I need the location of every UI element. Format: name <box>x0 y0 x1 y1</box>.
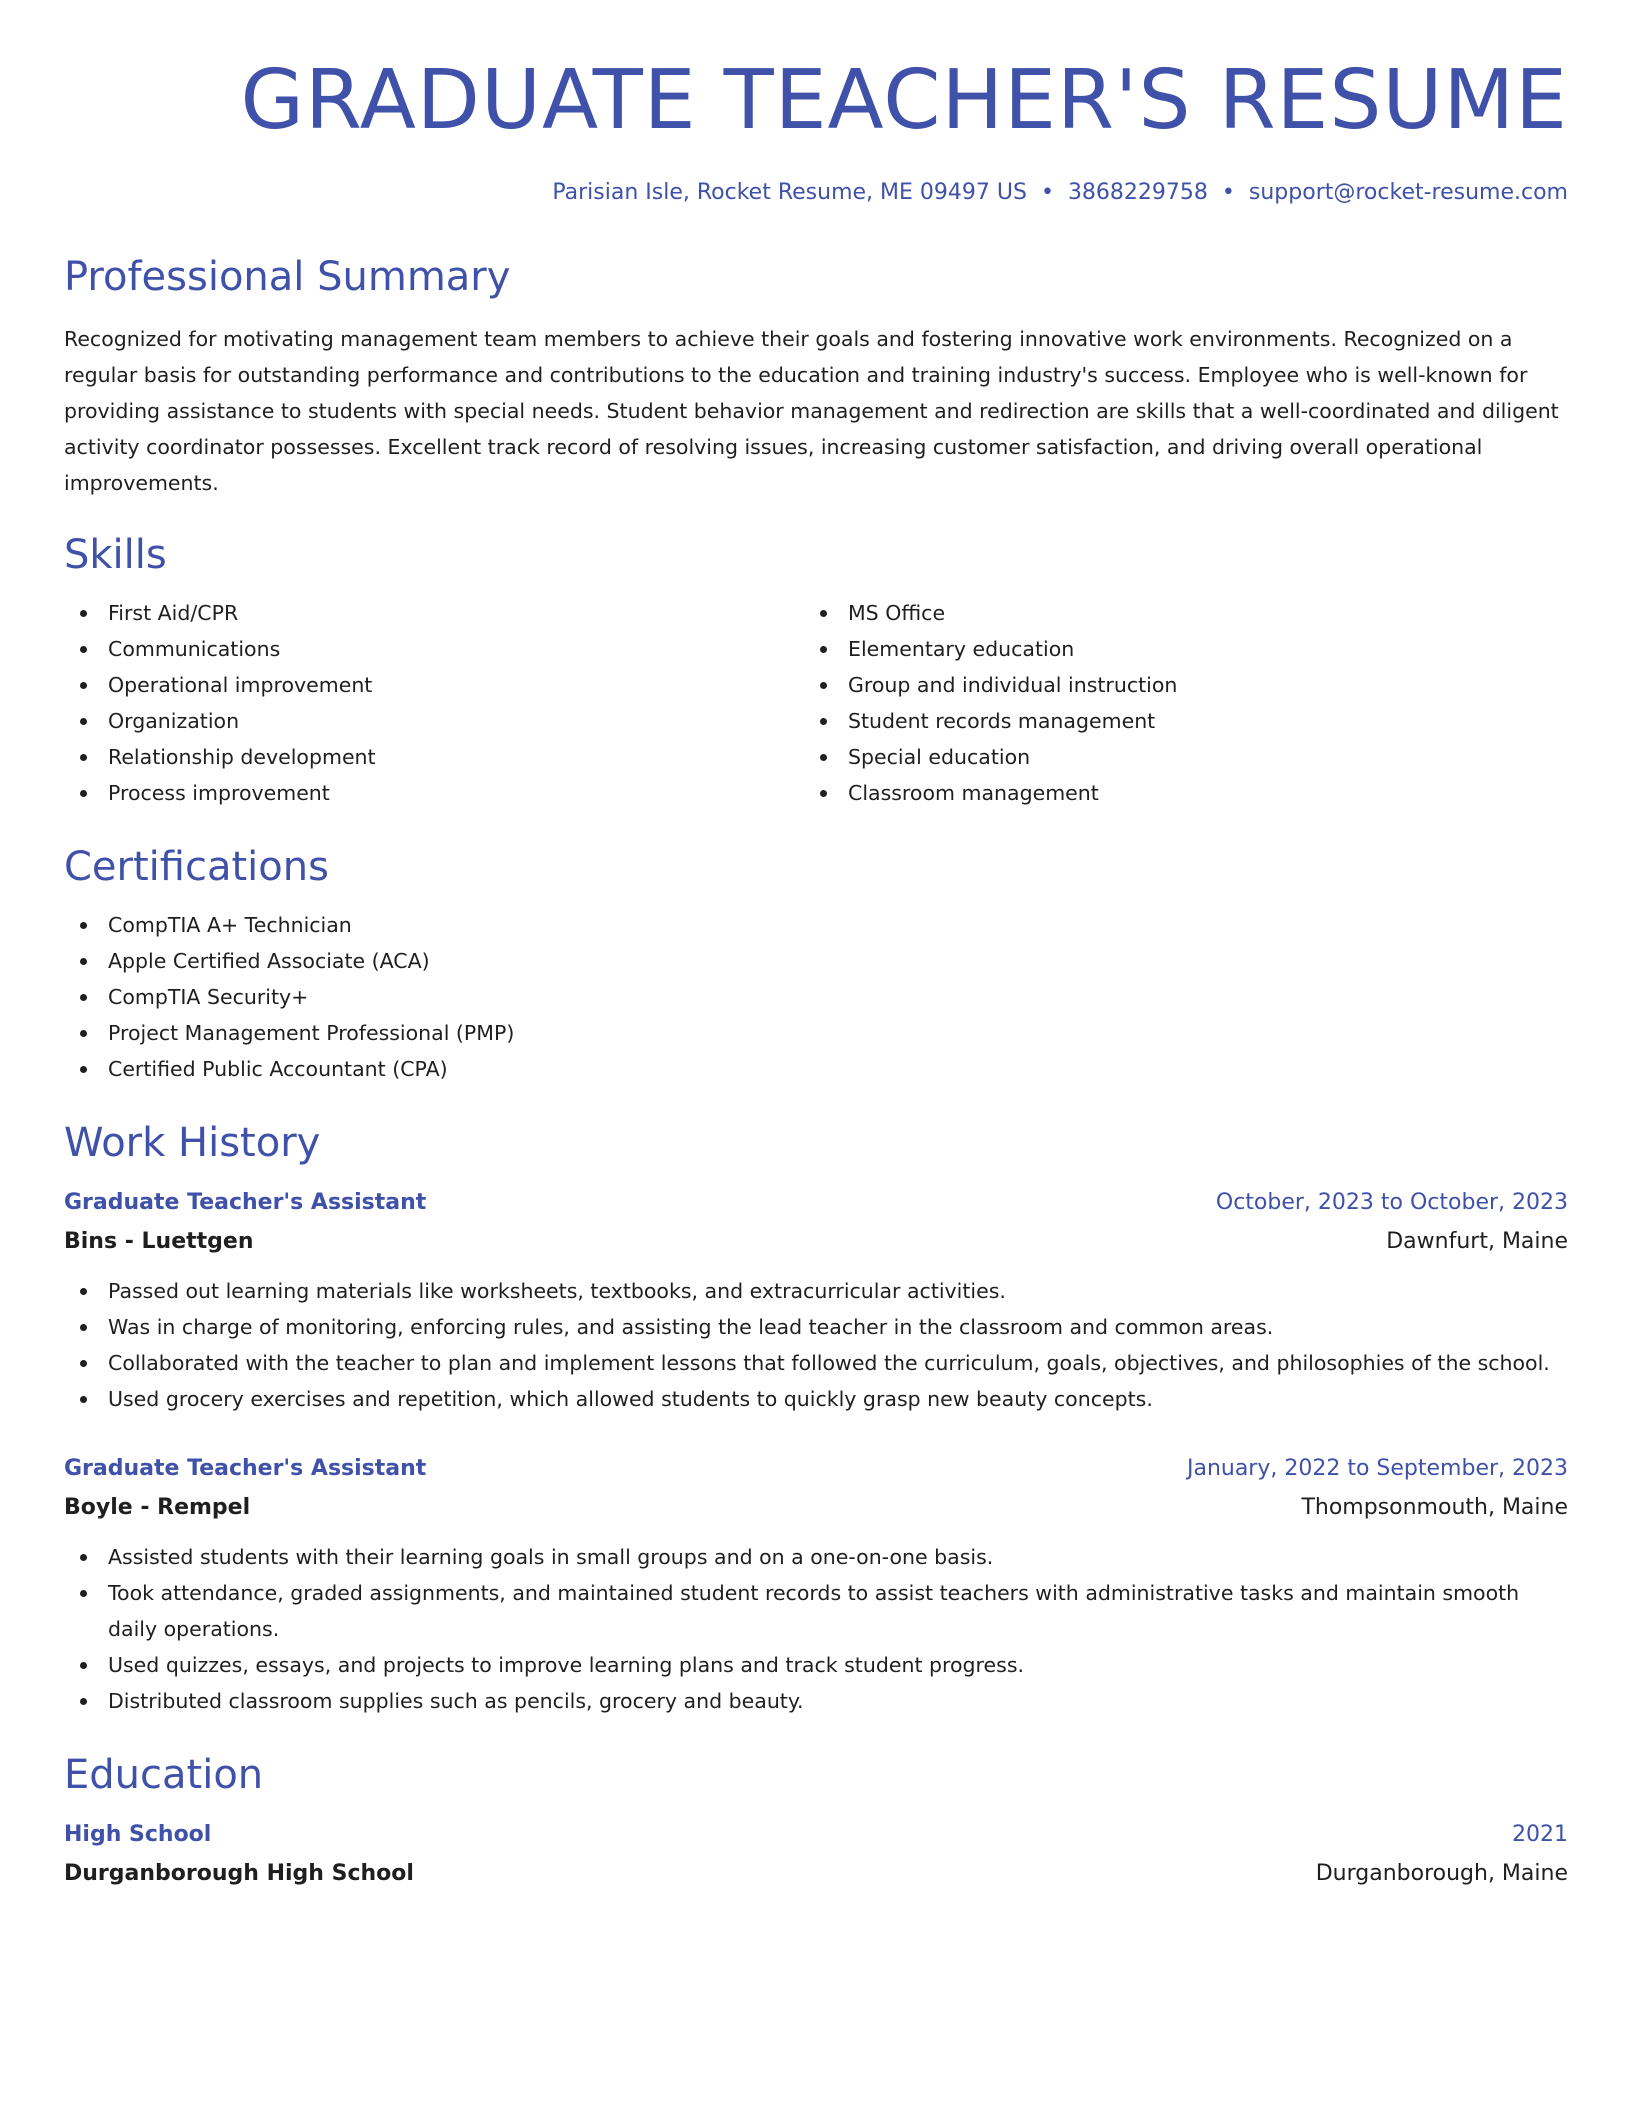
skills-grid <box>64 595 1568 811</box>
section-title-summary: Professional Summary <box>64 253 511 300</box>
job-location: Thompsonmouth, Maine <box>1301 1494 1568 1520</box>
certification-item: CompTIA A+ Technician <box>64 907 1568 943</box>
section-title-education: Education <box>64 1751 264 1798</box>
section-title-certifications: Certifications <box>64 843 329 890</box>
skill-item: Communications <box>64 631 804 667</box>
education-section <box>64 1751 1568 1893</box>
contact-phone: 3868229758 <box>1067 180 1208 206</box>
certifications-list <box>64 907 1568 1087</box>
skill-item: Operational improvement <box>64 667 804 703</box>
job-bullet: Collaborated with the teacher to plan and implement lessons that followed the curriculum, goals, objectives, and philosophies of the school. <box>64 1345 1568 1381</box>
skill-item: Student records management <box>804 703 1544 739</box>
skill-item: First Aid/CPR <box>64 595 804 631</box>
job-bullets <box>64 1539 1568 1719</box>
skill-item: MS Office <box>804 595 1544 631</box>
job-company-row <box>64 1489 1568 1527</box>
section-title-work-history: Work History <box>64 1119 321 1166</box>
job-company: Bins - Luettgen <box>64 1228 254 1254</box>
skill-item: Group and individual instruction <box>804 667 1544 703</box>
summary-text: Recognized for motivating management team members to achieve their goals and fostering innovative work environments. Recognized on a regular basis for outstanding performance and contributions to the education and training industry's success. Employee who is well-known for providing assistance to students with special needs. Student behavior management and redirection are skills that a well-coordinated and diligent activity coordinator possesses. Excellent track record of resolving issues, increasing customer satisfaction, and driving overall operational improvements. <box>64 326 1559 495</box>
education-location: Durganborough, Maine <box>1315 1860 1568 1886</box>
skills-column-right <box>804 595 1544 811</box>
contact-address: Parisian Isle, Rocket Resume, ME 09497 US <box>552 180 1027 206</box>
skill-item: Classroom management <box>804 775 1544 811</box>
job-company: Boyle - Rempel <box>64 1494 251 1520</box>
job-location: Dawnfurt, Maine <box>1386 1228 1568 1254</box>
job-company-row <box>64 1223 1568 1261</box>
skill-item: Relationship development <box>64 739 804 775</box>
certification-item: Apple Certified Associate (ACA) <box>64 943 1568 979</box>
job-entry <box>64 1449 1568 1719</box>
work-history-section <box>64 1119 1568 1719</box>
job-title: Graduate Teacher's Assistant <box>64 1189 427 1215</box>
job-header-row <box>64 1183 1568 1223</box>
contact-email: support@rocket-resume.com <box>1248 180 1568 206</box>
skill-item: Process improvement <box>64 775 804 811</box>
job-bullets <box>64 1273 1568 1417</box>
resume-name: GRADUATE TEACHER'S RESUME <box>240 53 1568 148</box>
certification-item: CompTIA Security+ <box>64 979 1568 1015</box>
job-dates: January, 2022 to September, 2023 <box>1186 1455 1568 1481</box>
job-bullet: Used grocery exercises and repetition, which allowed students to quickly grasp new beauty concepts. <box>64 1381 1568 1417</box>
contact-separator: • <box>1221 180 1235 206</box>
job-entry <box>64 1183 1568 1417</box>
skills-list-left <box>64 595 804 811</box>
contact-line <box>64 178 1568 209</box>
job-bullet: Assisted students with their learning goals in small groups and on a one-on-one basis. <box>64 1539 1568 1575</box>
resume-header <box>64 53 1568 209</box>
education-header-row <box>64 1815 1568 1855</box>
education-school: Durganborough High School <box>64 1860 414 1886</box>
skills-column-left <box>64 595 804 811</box>
certification-item: Certified Public Accountant (CPA) <box>64 1051 1568 1087</box>
education-degree: High School <box>64 1821 212 1847</box>
skill-item: Special education <box>804 739 1544 775</box>
job-bullet: Distributed classroom supplies such as pencils, grocery and beauty. <box>64 1683 1568 1719</box>
professional-summary-section <box>64 253 1568 501</box>
section-title-skills: Skills <box>64 531 167 578</box>
job-title: Graduate Teacher's Assistant <box>64 1455 427 1481</box>
skills-section <box>64 531 1568 811</box>
contact-separator: • <box>1040 180 1054 206</box>
job-bullet: Was in charge of monitoring, enforcing rules, and assisting the lead teacher in the classroom and common areas. <box>64 1309 1568 1345</box>
job-dates: October, 2023 to October, 2023 <box>1215 1189 1568 1215</box>
job-bullet: Used quizzes, essays, and projects to improve learning plans and track student progress. <box>64 1647 1568 1683</box>
skill-item: Organization <box>64 703 804 739</box>
skill-item: Elementary education <box>804 631 1544 667</box>
education-year: 2021 <box>1512 1821 1568 1847</box>
job-header-row <box>64 1449 1568 1489</box>
education-entry <box>64 1815 1568 1893</box>
job-bullet: Took attendance, graded assignments, and maintained student records to assist teachers with administrative tasks and maintain smooth daily operations. <box>64 1575 1568 1647</box>
job-bullet: Passed out learning materials like worksheets, textbooks, and extracurricular activities. <box>64 1273 1568 1309</box>
certification-item: Project Management Professional (PMP) <box>64 1015 1568 1051</box>
certifications-section <box>64 843 1568 1087</box>
education-school-row <box>64 1855 1568 1893</box>
skills-list-right <box>804 595 1544 811</box>
